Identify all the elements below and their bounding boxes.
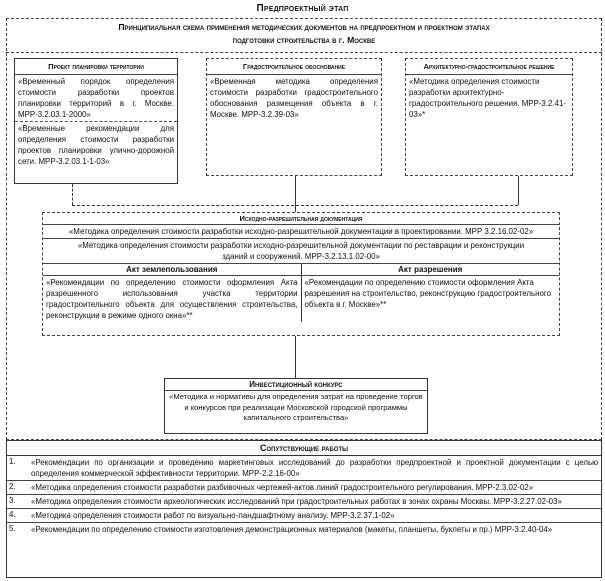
doc-mrr-3-2-03-1-2000: «Временный порядок определения стоимости разработки проектов планировки территорий в г. Москве. МРР-3.2.03.1-2000»	[18, 77, 174, 119]
connector-horizontal	[72, 205, 518, 206]
permit-act-title: Акт разрешения	[302, 264, 560, 276]
related-work-item	[7, 523, 601, 536]
related-work-item	[7, 481, 601, 495]
related-works-title: Сопутствующие работы	[7, 441, 601, 456]
doc-permit-act: «Рекомендации по определению стоимости оформления Акта разрешения на строительство, реконструкцию градостроительного объекта в г. Москве»**	[304, 278, 551, 309]
box-initial-permit-docs	[42, 212, 560, 336]
item-text: «Рекомендации по организации и проведению маркетинговых исследований до разработки предпроектной и проектной документации с целью определения коммерческой эффективности территории. МРР-2.2.16-00»	[31, 458, 598, 478]
land-use-act-title: Акт землепользования	[43, 264, 301, 276]
doc-mrr-3-2-41-03: «Методика определения стоимости разработки архитектурно-градостроительного решения. МРР-3.2.41-03»*	[409, 77, 566, 119]
doc-land-use-act: «Рекомендации по определению стоимости оформления Акта разрешенного использования участка территории градостроительного объекта для осуществления строительства, реконструкции в режиме одного окна»**	[46, 278, 298, 320]
item-number: 5.	[9, 524, 16, 533]
doc-mrr-3-2-16-02-02: «Методика определения стоимости разработки исходно-разрешительной документации в проектировании. МРР 3.2.16.02-02»	[43, 225, 559, 239]
related-works-table	[6, 440, 602, 578]
doc-mrr-3-2-39-03: «Временная методика определения стоимости разработки градостроительного обоснования размещения объекта в г. Москве. МРР-3.2.39-03»	[210, 77, 378, 119]
box-architectural-solution	[405, 58, 573, 176]
column-land-use-act	[43, 264, 302, 322]
column-permit-act	[302, 264, 560, 322]
doc-investment-contest: «Методика и нормативы для определения затрат на проведение торгов и конкурсов при реализации Московской городской программы капитального строительства»	[169, 392, 423, 422]
connector-center	[295, 176, 296, 212]
box-territory-planning	[14, 58, 178, 184]
stage-title: Предпроектный этап	[256, 3, 349, 14]
item-text: «Методика определения стоимости археологических исследований при градостроительных работах в зонах охраны Москвы. МРР-3.2.27.02-03»	[31, 497, 562, 506]
related-work-item	[7, 509, 601, 523]
related-work-item	[7, 495, 601, 509]
item-text: «Методика определения стоимости работ по визуально-ландшафтному анализу. МРР-3.2.37.1-02»	[31, 511, 395, 520]
box-architectural-solution-title: Архитектурно-градостроительное решение	[406, 59, 572, 75]
box-investment-contest	[164, 378, 428, 434]
scheme-title-line2: подготовки строительства в г. Москве	[232, 35, 376, 45]
connector-left	[72, 184, 73, 205]
permit-acts-row	[43, 264, 559, 322]
scheme-title	[6, 18, 602, 53]
connector-right	[518, 176, 519, 205]
doc-mrr-3-2-13-1-02-00: «Методика определения стоимости разработки исходно-разрешительной документации по реставрации и реконструкции зданий и сооружений. МРР-3.2.13.1.02-00»	[43, 239, 559, 264]
box-initial-permit-docs-title: Исходно-разрешительная документация	[43, 213, 559, 225]
item-text: «Рекомендации по определению стоимости изготовления демонстрационных материалов (макеты, планшеты, буклеты и пр.) МРР-3.2.40-04»	[31, 525, 553, 534]
box-territory-planning-title: Проект планировки территории	[15, 59, 177, 75]
item-number: 3.	[9, 496, 16, 505]
scheme-title-line1: Принципиальная схема применения методических документов на предпроектном и проектном этапах	[118, 22, 490, 32]
item-number: 2.	[9, 482, 16, 491]
connector-to-investment	[295, 336, 296, 378]
investment-contest-title: Инвестиционный конкурс	[165, 379, 427, 391]
box-urban-justification	[206, 58, 382, 176]
item-number: 1.	[9, 457, 16, 466]
item-text: «Методика определения стоимости разработки разбивочных чертежей-актов линий градостроительного регулирования. МРР-2.3.02-02»	[31, 483, 534, 492]
box-urban-justification-title: Градостроительное обоснование	[207, 59, 381, 75]
doc-mrr-3-2-03-1-1-03: «Временные рекомендации для определения стоимости разработки проектов планировки улично-дорожной сети. МРР-3.2.03.1-1-03»	[18, 124, 174, 166]
related-work-item	[7, 456, 601, 481]
item-number: 4.	[9, 510, 16, 519]
